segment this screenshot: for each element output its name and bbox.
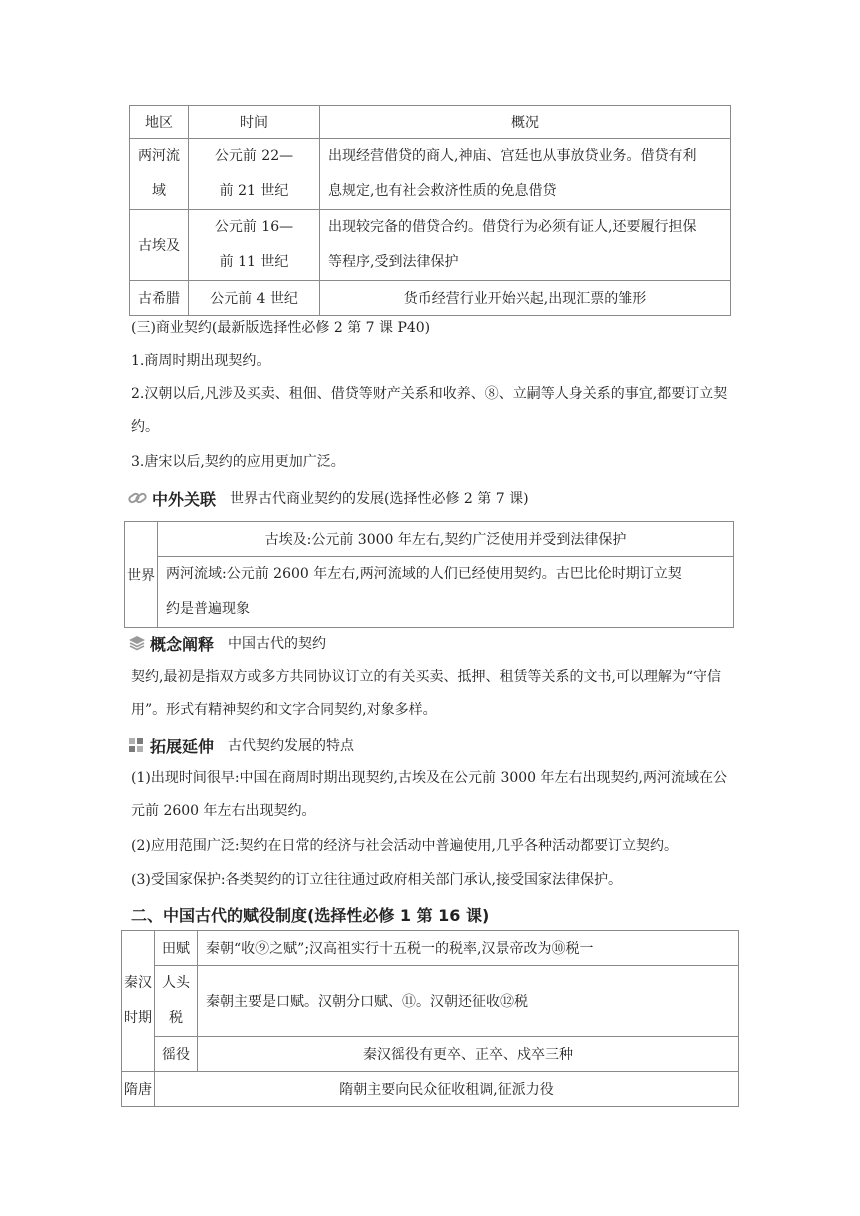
row-text: 秦朝“收⑨之赋”;汉高祖实行十五税一的税率,汉景帝改为⑩税一 <box>198 931 739 966</box>
box-title: 中外关联 <box>152 489 217 509</box>
loan-history-table <box>129 105 731 316</box>
paragraph: 3.唐宋以后,契约的应用更加广泛。 <box>131 454 345 470</box>
mesopotamia-cell: 两河流域:公元前 2600 年左右,两河流域的人们已经使用契约。古巴比伦时期订立契 约是普遍现象 <box>158 557 734 628</box>
table-row <box>130 281 731 316</box>
grid-icon <box>128 737 146 753</box>
time-cell: 公元前 4 世纪 <box>189 281 320 316</box>
section-heading: (三)商业契约(最新版选择性必修 2 第 7 课 P40) <box>131 320 431 336</box>
corvee-system-table <box>121 930 739 1107</box>
table-row <box>130 139 731 210</box>
qinhan-label: 秦汉 时期 <box>122 931 155 1072</box>
box-subtitle: 中国古代的契约 <box>228 636 327 652</box>
link-icon <box>128 490 148 506</box>
time-cell: 公元前 16— 前 11 世纪 <box>189 210 320 281</box>
world-contract-table <box>124 521 734 628</box>
box-title: 概念阐释 <box>150 634 215 654</box>
paragraph: 2.汉朝以后,凡涉及买卖、租佃、借贷等财产关系和收养、⑧、立嗣等人身关系的事宜,都要订立契约。 <box>131 386 728 435</box>
table-row <box>130 210 731 281</box>
row-label: 田赋 <box>155 931 198 966</box>
time-cell: 公元前 22— 前 21 世纪 <box>189 139 320 210</box>
overview-cell: 出现较完备的借贷合约。借贷行为必须有证人,还要履行担保 等程序,受到法律保护 <box>320 210 731 281</box>
header-overview: 概况 <box>320 106 731 139</box>
paragraph: 1.商周时期出现契约。 <box>131 353 271 369</box>
region-cell: 古埃及 <box>130 210 189 281</box>
suitang-text: 隋朝主要向民众征收租调,征派力役 <box>155 1072 739 1107</box>
row-text: 秦汉徭役有更卒、正卒、戍卒三种 <box>198 1037 739 1072</box>
box-header <box>128 632 326 654</box>
section-title: 二、中国古代的赋役制度(选择性必修 1 第 16 课) <box>131 906 490 925</box>
world-label: 世界 <box>125 522 158 628</box>
paragraph: (1)出现时间很早:中国在商周时期出现契约,古埃及在公元前 3000 年左右出现契约,两河流域在公元前 2600 年左右出现契约。 <box>131 770 727 819</box>
paragraph: 契约,最初是指双方或多方共同协议订立的有关买卖、抵押、租赁等关系的文书,可以理解为“守信用”。形式有精神契约和文字合同契约,对象多样。 <box>131 669 722 718</box>
header-time: 时间 <box>189 106 320 139</box>
box-header <box>128 734 354 756</box>
region-cell: 两河流 域 <box>130 139 189 210</box>
row-text: 秦朝主要是口赋。汉朝分口赋、⑪。汉朝还征收⑫税 <box>198 966 739 1037</box>
layers-icon <box>128 635 146 651</box>
box-subtitle: 世界古代商业契约的发展(选择性必修 2 第 7 课) <box>230 491 529 507</box>
row-label: 徭役 <box>155 1037 198 1072</box>
header-region: 地区 <box>130 106 189 139</box>
paragraph: (2)应用范围广泛:契约在日常的经济与社会活动中普遍使用,几乎各种活动都要订立契约。 <box>131 838 678 854</box>
box-title: 拓展延伸 <box>150 736 215 756</box>
overview-cell: 出现经营借贷的商人,神庙、宫廷也从事放贷业务。借贷有利 息规定,也有社会救济性质的免息借贷 <box>320 139 731 210</box>
overview-cell: 货币经营行业开始兴起,出现汇票的雏形 <box>320 281 731 316</box>
row-label: 人头 税 <box>155 966 198 1037</box>
egypt-cell: 古埃及:公元前 3000 年左右,契约广泛使用并受到法律保护 <box>158 522 734 557</box>
suitang-label: 隋唐 <box>122 1072 155 1107</box>
paragraph: (3)受国家保护:各类契约的订立往往通过政府相关部门承认,接受国家法律保护。 <box>131 872 622 888</box>
box-header <box>128 487 529 509</box>
region-cell: 古希腊 <box>130 281 189 316</box>
box-subtitle: 古代契约发展的特点 <box>228 738 355 754</box>
